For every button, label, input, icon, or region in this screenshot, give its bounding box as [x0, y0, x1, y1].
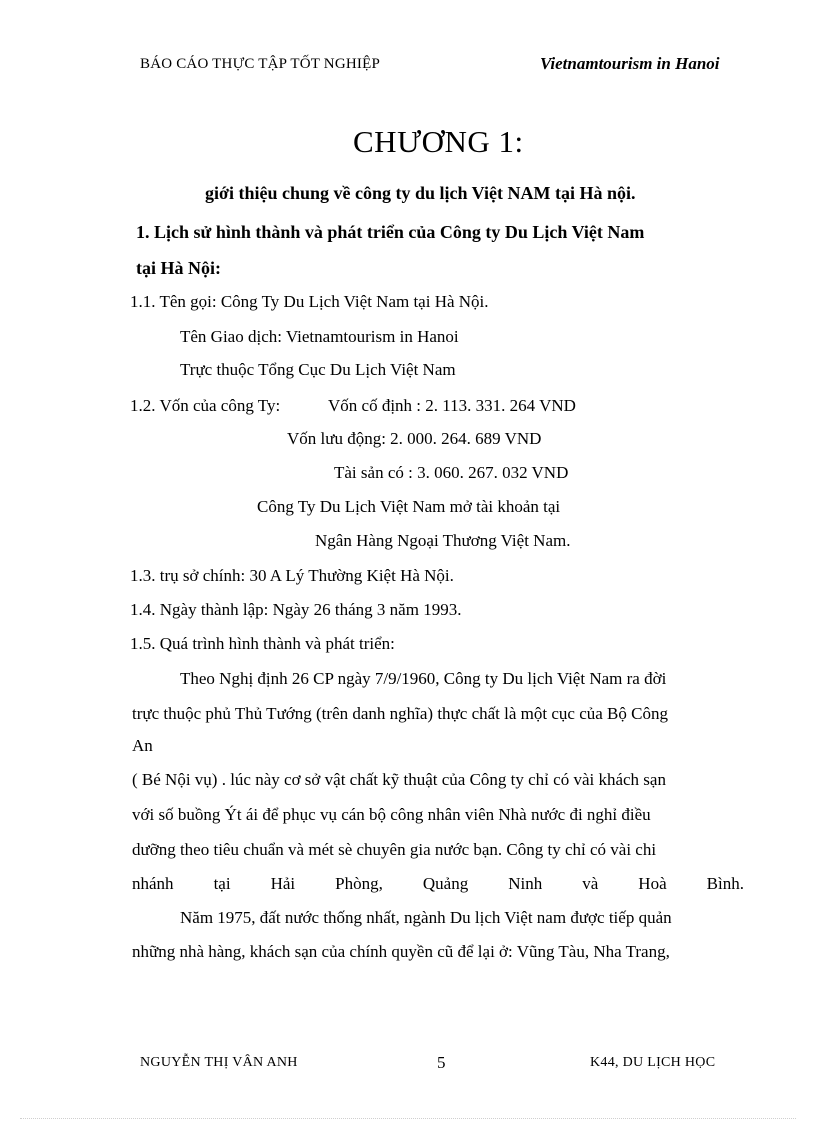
footer-class: K44, DU LỊCH HỌC — [590, 1055, 716, 1070]
chapter-subtitle: giới thiệu chung về công ty du lịch Việt NAM tại Hà nội. — [205, 183, 636, 203]
word: Phòng, — [335, 874, 383, 893]
total-assets: Tài sản có : 3. 060. 267. 032 VND — [334, 463, 569, 482]
chapter-title: CHƯƠNG 1: — [353, 124, 524, 159]
paragraph-3-line-1: Năm 1975, đất nước thống nhất, ngành Du lịch Việt nam được tiếp quản — [180, 908, 672, 927]
word: Bình. — [706, 874, 744, 893]
item-1-3-headquarters: 1.3. trụ sở chính: 30 A Lý Thường Kiệt Hà Nội. — [130, 566, 454, 585]
word: Hoà — [638, 874, 667, 893]
word: nhánh — [132, 874, 174, 893]
footer-author: NGUYỄN THỊ VÂN ANH — [140, 1055, 298, 1070]
paragraph-2-line-4 — [132, 874, 744, 894]
paragraph-1-line-3: An — [132, 736, 153, 755]
item-1-5-history-heading: 1.5. Quá trình hình thành và phát triển: — [130, 634, 395, 653]
word: Quảng — [422, 874, 469, 893]
word: tại — [213, 874, 231, 893]
bank-name-line: Ngân Hàng Ngoại Thương Việt Nam. — [315, 531, 571, 550]
item-1-2-label: 1.2. Vốn của công Ty: — [130, 396, 281, 415]
header-company-name: Vietnamtourism in Hanoi — [540, 54, 720, 73]
item-1-1-trade-name: Tên Giao dịch: Vietnamtourism in Hanoi — [180, 327, 459, 346]
word: và — [582, 874, 599, 893]
bank-account-line: Công Ty Du Lịch Việt Nam mở tài khoản tại — [257, 497, 561, 516]
paragraph-1-line-1: Theo Nghị định 26 CP ngày 7/9/1960, Công ty Du lịch Việt Nam ra đời — [180, 669, 667, 688]
footer-page-number: 5 — [437, 1053, 446, 1072]
section-1-heading-cont: tại Hà Nội: — [136, 258, 221, 278]
paragraph-1-line-2: trực thuộc phủ Thủ Tướng (trên danh nghĩa) thực chất là một cục của Bộ Công — [132, 704, 668, 723]
paragraph-3-line-2: những nhà hàng, khách sạn của chính quyền cũ để lại ở: Vũng Tàu, Nha Trang, — [132, 942, 670, 961]
word: Ninh — [508, 874, 543, 893]
paragraph-2-line-1: ( Bé Nội vụ) . lúc này cơ sở vật chất kỹ thuật của Công ty chỉ có vài khách sạn — [132, 770, 666, 789]
item-1-4-founding-date: 1.4. Ngày thành lập: Ngày 26 tháng 3 năm 1993. — [130, 600, 462, 619]
header-report-title: BÁO CÁO THỰC TẬP TỐT NGHIỆP — [140, 56, 380, 72]
paragraph-2-line-2: với số buồng Ýt ái để phục vụ cán bộ công nhân viên Nhà nước đi nghỉ điều — [132, 805, 651, 824]
paragraph-2-line-3: dưỡng theo tiêu chuẩn và mét sè chuyên gia nước bạn. Công ty chỉ có vài chi — [132, 840, 657, 859]
word: Hải — [270, 874, 296, 893]
section-1-heading: 1. Lịch sử hình thành và phát triển của Công ty Du Lịch Việt Nam — [136, 222, 645, 242]
working-capital: Vốn lưu động: 2. 000. 264. 689 VND — [287, 429, 542, 448]
item-1-1-parent: Trực thuộc Tổng Cục Du Lịch Việt Nam — [180, 360, 456, 379]
item-1-1-name: 1.1. Tên gọi: Công Ty Du Lịch Việt Nam tại Hà Nội. — [130, 292, 489, 311]
page-bottom-divider — [20, 1118, 796, 1119]
fixed-capital: Vốn cố định : 2. 113. 331. 264 VND — [328, 396, 576, 415]
